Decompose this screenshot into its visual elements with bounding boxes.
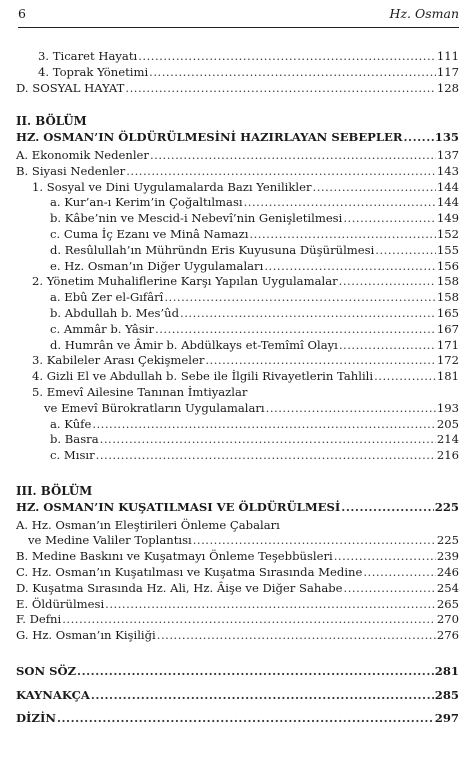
dot-leader bbox=[164, 290, 435, 304]
toc-entry bbox=[16, 664, 459, 680]
toc-entry bbox=[16, 628, 459, 644]
toc-entry-title: D. Kuşatma Sırasında Hz. Ali, Hz. Âişe ve Diğer Sahabe bbox=[16, 580, 343, 595]
dot-leader bbox=[205, 353, 435, 367]
dot-leader bbox=[62, 612, 436, 626]
toc-entry bbox=[16, 353, 459, 369]
section-heading: III. BÖLÜM bbox=[16, 483, 93, 498]
toc-entry bbox=[16, 195, 459, 211]
dot-leader bbox=[374, 369, 436, 383]
toc-entry-title: D. SOSYAL HAYAT bbox=[16, 80, 125, 95]
toc-entry bbox=[16, 164, 459, 180]
dot-leader bbox=[125, 81, 435, 95]
dot-leader bbox=[266, 401, 436, 415]
toc-entry bbox=[16, 448, 459, 464]
toc-entry bbox=[16, 597, 459, 613]
dot-leader bbox=[77, 664, 434, 678]
toc-entry bbox=[16, 130, 459, 146]
toc-page-number: 281 bbox=[434, 663, 459, 678]
toc-entry-title: A. Ekonomik Nedenler bbox=[16, 147, 149, 162]
toc-entry bbox=[16, 417, 459, 433]
toc-entry-title: F. Defni bbox=[16, 612, 62, 627]
toc-page-number: 171 bbox=[436, 337, 459, 352]
toc-page-number: 152 bbox=[436, 226, 459, 241]
dot-leader bbox=[138, 49, 436, 63]
dot-leader bbox=[91, 688, 434, 702]
toc-page-number: 144 bbox=[436, 179, 459, 194]
toc-page-number: 117 bbox=[436, 64, 459, 79]
toc-entry bbox=[16, 274, 459, 290]
toc-entry-title: B. Siyasi Nedenler bbox=[16, 163, 126, 178]
toc-page-number: 216 bbox=[436, 448, 459, 463]
dot-leader bbox=[404, 130, 434, 144]
toc-entry bbox=[16, 49, 459, 65]
running-title: Hz. Osman bbox=[389, 6, 459, 21]
toc-page-number: 239 bbox=[436, 549, 459, 564]
toc-entry bbox=[16, 401, 459, 417]
toc-page-number: 214 bbox=[436, 432, 459, 447]
toc-entry bbox=[16, 148, 459, 164]
toc-entry-title: KAYNAKÇA bbox=[16, 687, 90, 702]
toc-entry-title: b. Abdullah b. Mes’ûd bbox=[50, 305, 180, 320]
toc-page-number: 205 bbox=[436, 416, 459, 431]
dot-leader bbox=[339, 274, 436, 288]
toc-entry bbox=[16, 533, 459, 549]
toc-entry bbox=[16, 81, 459, 97]
toc-entry-line: A. Hz. Osman’ın Eleştirileri Önleme Çabaları bbox=[16, 517, 280, 532]
toc-page-number: 167 bbox=[436, 321, 459, 336]
toc-page-number: 111 bbox=[436, 49, 459, 63]
toc-page-number: 246 bbox=[436, 564, 459, 579]
toc-entry bbox=[16, 500, 459, 516]
toc-entry bbox=[16, 259, 459, 275]
dot-leader bbox=[341, 500, 434, 514]
toc-entry bbox=[16, 581, 459, 597]
toc-entry-title: SON SÖZ bbox=[16, 663, 77, 678]
toc-page-number: 144 bbox=[436, 195, 459, 210]
toc-entry bbox=[16, 432, 459, 448]
toc-entry-title: c. Ammâr b. Yâsir bbox=[50, 321, 155, 336]
toc-entry bbox=[16, 711, 459, 727]
toc-entry bbox=[16, 65, 459, 81]
toc-page-number: 156 bbox=[436, 258, 459, 273]
toc-page-number: 181 bbox=[436, 369, 459, 384]
toc-entry-title: ve Emevî Bürokratların Uygulamaları bbox=[44, 400, 265, 415]
toc-entry bbox=[16, 612, 459, 628]
dot-leader bbox=[155, 322, 436, 336]
toc-page-number: 225 bbox=[436, 533, 459, 548]
dot-leader bbox=[249, 227, 435, 241]
dot-leader bbox=[149, 65, 436, 79]
toc-entry-title: DİZİN bbox=[16, 711, 56, 726]
toc-entry bbox=[16, 338, 459, 354]
toc-page-number: 265 bbox=[436, 596, 459, 611]
toc-entry-title: B. Medine Baskını ve Kuşatmayı Önleme Teşebbüsleri bbox=[16, 549, 333, 564]
toc-entry bbox=[16, 688, 459, 704]
toc-entry-title: 4. Toprak Yönetimi bbox=[38, 64, 149, 79]
toc-page-number: 158 bbox=[436, 290, 459, 305]
header-rule bbox=[18, 27, 459, 28]
dot-leader bbox=[375, 243, 436, 257]
toc-entry-title: d. Humrân ve Âmir b. Abdülkays et-Temîmî Olayı bbox=[50, 337, 338, 352]
toc-entry bbox=[16, 211, 459, 227]
dot-leader bbox=[100, 432, 436, 446]
toc-entry-title: 1. Sosyal ve Dini Uygulamalarda Bazı Yenilikler bbox=[32, 179, 312, 194]
dot-leader bbox=[105, 597, 436, 611]
dot-leader bbox=[244, 195, 436, 209]
toc-entry bbox=[16, 243, 459, 259]
dot-leader bbox=[193, 533, 436, 547]
toc-entry-title: a. Ebû Zer el-Gıfârî bbox=[50, 290, 164, 305]
toc-page-number: 193 bbox=[436, 400, 459, 415]
toc-entry bbox=[16, 565, 459, 581]
toc-entry-title: d. Resûlullah’ın Mühründn Eris Kuyusuna Düşürülmesi bbox=[50, 242, 375, 257]
toc-entry bbox=[16, 227, 459, 243]
dot-leader bbox=[92, 417, 436, 431]
toc-entry-title: e. Hz. Osman’ın Diğer Uygulamaları bbox=[50, 258, 264, 273]
section-heading: II. BÖLÜM bbox=[16, 114, 87, 129]
toc-entry bbox=[16, 180, 459, 196]
toc-page-number: 135 bbox=[434, 130, 459, 145]
page-header bbox=[18, 6, 459, 22]
toc-page-number: 128 bbox=[436, 80, 459, 95]
toc-page-number: 254 bbox=[436, 580, 459, 595]
table-of-contents bbox=[16, 49, 459, 727]
dot-leader bbox=[57, 711, 434, 725]
toc-page-number: 137 bbox=[436, 147, 459, 162]
toc-entry-title: E. Öldürülmesi bbox=[16, 596, 105, 611]
toc-entry-title: b. Basra bbox=[50, 432, 99, 447]
toc-entry-title: 3. Ticaret Hayatı bbox=[38, 49, 138, 63]
dot-leader bbox=[180, 306, 436, 320]
dot-leader bbox=[126, 164, 436, 178]
toc-entry-title: ve Medine Valiler Toplantısı bbox=[28, 533, 192, 548]
toc-entry-title: HZ. OSMAN’IN KUŞATILMASI VE ÖLDÜRÜLMESİ bbox=[16, 499, 341, 514]
toc-entry-line: 5. Emevî Ailesine Tanınan İmtiyazlar bbox=[32, 384, 248, 399]
toc-entry-title: a. Kur’an-ı Kerim’in Çoğaltılması bbox=[50, 195, 243, 210]
toc-page-number: 276 bbox=[436, 628, 459, 643]
toc-entry bbox=[16, 322, 459, 338]
toc-entry-title: 2. Yönetim Muhaliflerine Karşı Yapılan Uygulamalar bbox=[32, 274, 338, 289]
toc-entry bbox=[16, 290, 459, 306]
dot-leader bbox=[150, 148, 436, 162]
toc-page-number: 165 bbox=[436, 305, 459, 320]
toc-entry bbox=[16, 369, 459, 385]
toc-entry-title: 4. Gizli El ve Abdullah b. Sebe ile İlgili Rivayetlerin Tahlili bbox=[32, 369, 374, 384]
toc-page-number: 270 bbox=[436, 612, 459, 627]
dot-leader bbox=[363, 565, 435, 579]
toc-entry-title: a. Kûfe bbox=[50, 416, 92, 431]
dot-leader bbox=[96, 448, 436, 462]
dot-leader bbox=[157, 628, 436, 642]
toc-entry-title: c. Mısır bbox=[50, 448, 95, 463]
dot-leader bbox=[339, 338, 436, 352]
toc-page-number: 297 bbox=[434, 711, 459, 726]
toc-page-number: 225 bbox=[434, 499, 459, 514]
dot-leader bbox=[344, 581, 436, 595]
toc-page-number: 172 bbox=[436, 353, 459, 368]
toc-entry bbox=[16, 306, 459, 322]
toc-entry-title: 3. Kabileler Arası Çekişmeler bbox=[32, 353, 205, 368]
dot-leader bbox=[343, 211, 436, 225]
toc-page-number: 155 bbox=[436, 242, 459, 257]
toc-entry-title: G. Hz. Osman’ın Kişiliği bbox=[16, 628, 156, 643]
dot-leader bbox=[334, 549, 436, 563]
page-number: 6 bbox=[18, 6, 26, 21]
toc-entry-title: b. Kâbe’nin ve Mescid-i Nebevî’nin Genişletilmesi bbox=[50, 211, 343, 226]
toc-page-number: 285 bbox=[434, 687, 459, 702]
dot-leader bbox=[313, 180, 436, 194]
toc-entry-title: C. Hz. Osman’ın Kuşatılması ve Kuşatma Sırasında Medine bbox=[16, 564, 363, 579]
dot-leader bbox=[264, 259, 436, 273]
toc-page-number: 143 bbox=[436, 163, 459, 178]
toc-entry-title: HZ. OSMAN’IN ÖLDÜRÜLMESİNİ HAZIRLAYAN SEBEPLER bbox=[16, 130, 403, 145]
toc-entry bbox=[16, 549, 459, 565]
toc-page-number: 158 bbox=[436, 274, 459, 289]
toc-entry-title: c. Cuma İç Ezanı ve Minâ Namazı bbox=[50, 226, 249, 241]
toc-page-number: 149 bbox=[436, 211, 459, 226]
